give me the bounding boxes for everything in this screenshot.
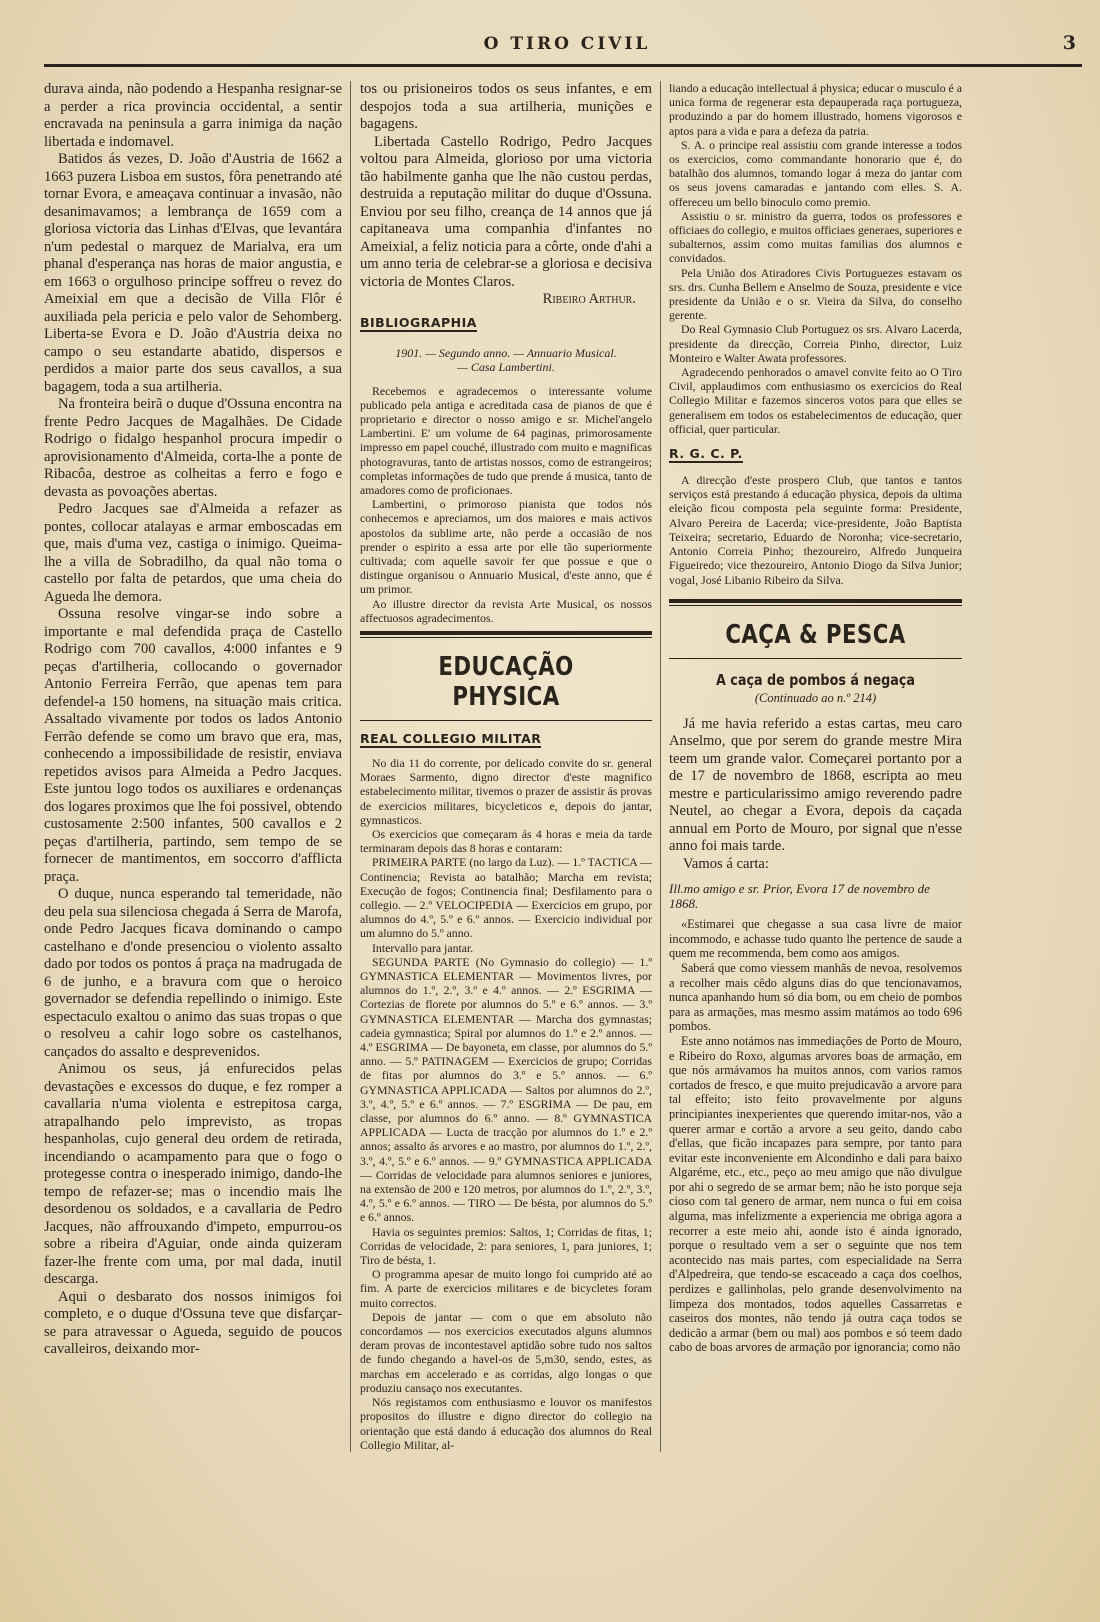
caca-intro xyxy=(669,716,962,874)
paragraph: Pedro Jacques sae d'Almeida a refazer as pontes, collocar atalayas e armar emboscadas em que, mais d'uma vez, castiga o inimigo. Queima-lhe a villa de Sobradilho, da qual não toma o castello por falta de petardos, que uma cheia do Agueda lhe demora. xyxy=(44,501,342,605)
letter-body xyxy=(669,917,962,1355)
paragraph: No dia 11 do corrente, por delicado convite do sr. general Moraes Sarmento, digno director d'este magnifico estabelecimento militar, tivemos o prazer de assistir ás provas de exercicios militares, bicycleticos e, depois do jantar, gymnasticos. xyxy=(360,755,652,827)
paragraph: Nós registamos com enthusiasmo e louvor os manifestos propositos do illustre e digno director do collegio na orientação que está dando á educação dos alumnos do Real Collegio Militar, al- xyxy=(360,1395,652,1452)
continuation-note: (Continuado ao n.º 214) xyxy=(754,690,877,705)
caca-heading-block xyxy=(669,599,962,659)
column-1 xyxy=(44,81,350,1452)
paragraph: liando a educação intellectual á physica; educar o musculo é a unica forma de regenerar esta depauperada raça portugueza, produzindo a par do homem illustrado, homens vigorosos e aptos para a vida e para a defeza da patria. xyxy=(669,81,962,138)
paragraph: Do Real Gymnasio Club Portuguez os srs. Alvaro Lacerda, presidente da direcção, Correia Pinho, director, Luiz Monteiro e Walter Awata professores. xyxy=(669,322,962,365)
paragraph: Já me havia referido a estas cartas, meu caro Anselmo, que por serem do grande mestre Mira teem um grande valor. Começarei portanto por a de 17 de novembro de 1868, escripta ao meu mestre e particularissimo amigo reverendo padre Neutel, ao chegar a Evora, depois da caçada annual em Porto de Mouro, por signal que n'esse anno foi mais tarde. xyxy=(669,715,962,855)
page-header xyxy=(44,30,1090,64)
paragraph: Ossuna resolve vingar-se indo sobre a importante e mal defendida praça de Castello Rodrigo com 700 cavallos, 4:000 infantes e 9 peças d'artilheria, collocando o governador Antonio Ferreira Ferrão, que apenas tem para defendel-a 150 homens, na situação mais critica. Assaltado vivamente por todos os lados Antonio Ferrão defende se como um bravo que era, mas, conhecendo a impossibilidade de resistir, enviava repetidos avisos para Almeida a Pedro Jacques. Este juntou logo todos os auxiliares e ordenanças dos logares proximos que lhe foi possivel, obtendo custosamente 2:500 infantes, 500 cavallos e 2 peças d'artilheria, partindo, sem tempo de se fornecer de mantimentos, em soccorro d'afflicta praça. xyxy=(44,606,342,885)
biblio-reference xyxy=(360,346,652,374)
paragraph: Batidos ás vezes, D. João d'Austria de 1662 a 1663 puzera Lisboa em sustos, fôra penetrando até tornar Evora, e ameaçava continuar a invasão, não desanimavamos; a lembrança de 1659 com a gloriosa victoria das Linhas d'Elvas, que levantára n'um pedestal o marquez de Marialva, era um phanal d'esperança nas horas de maior angustia, e em 1663 o orgulhoso principe soffreu o revez do Ameixial em que a decisão de Villa Flôr é auxiliada pela pericia e pelo valor de Sehomberg. Liberta-se Evora e D. João d'Austria deixa no campo o seu estandarte abatido, dispersos e perdidos a maior parte dos seus cavallos, a sua bagagem, toda a sua artilheria. xyxy=(44,151,342,395)
paragraph: SEGUNDA PARTE (No Gymnasio do collegio) — 1.º GYMNASTICA ELEMENTAR — Movimentos livres, por alumnos do 1.º, 2.º, 3.º e 4.º annos. — 2.º ESGRIMA — Cortezias de florete por alumnos do 5.º e 6.º annos. — 3.º GYMNASTICA ELEMENTAR — Marcha dos gymnastas; cadeia gymnastica; Spiral por alumnos do 1.º e 2.º annos. — 4.º ESGRIMA — De bayoneta, em classe, por alumnos do 5.º anno. — 5.º PATINAGEM — Exercicios de grupo; Corridas de fitas por alumnos do 3.º e 5.º annos. — 6.º GYMNASTICA APPLICADA — Saltos por alumnos do 2.º, 3.º, 4.º, 5.º e 6.º annos. — 7.º ESGRIMA — De pau, em classe, por alumnos do 6.º anno. — 8.º GYMNASTICA APPLICADA — Lucta de tracção por alumnos do 1.º e 2.º annos; assalto ás arvores e ao mastro, por alumnos do 1.º, 2.º, 3.º, 4.º, 5.º e 6.º annos. — 9.º GYMNASTICA APPLICADA — Corridas de velocidade para alumnos seniores e juniores, na extensão de 200 e 120 metros, por alumnos do 1.º, 2.º, 3.º, 4.º, 5.º e 6.º annos. — TIRO — De bésta, por alumnos do 5.º e 6.º annos. xyxy=(360,954,652,1225)
paragraph: Assistiu o sr. ministro da guerra, todos os professores e officiaes do collegio, e muitos officiaes generaes, superiores e subalternos, assim como muitas familias dos alumnos e convidados. xyxy=(669,208,962,266)
heading-rule xyxy=(669,599,962,603)
paragraph: «Estimarei que chegasse a sua casa livre de maior incommodo, e achasse tudo quanto lhe pertence de saude a quem me recommenda, bem como aos amigos. xyxy=(669,917,962,961)
heading-rule xyxy=(669,658,962,659)
biblio-body xyxy=(360,384,652,625)
paragraph: Intervallo para jantar. xyxy=(372,940,474,955)
paragraph: Saberá que como viessem manhãs de nevoa, resolvemos a recolher mais cêdo alguns dias do que tencionavamos, nunca apanhando hum só dia bom, ou em cheio de pombos para as armações, mas mesmo assim matámos ao todo 696 pombos. xyxy=(669,960,962,1034)
paragraph: Os exercicios que começaram ás 4 horas e meia da tarde terminaram depois das 8 horas e contaram: xyxy=(360,826,652,856)
header-rule xyxy=(44,64,1082,67)
paragraph: Este anno notámos nas immediações de Porto de Mouro, e Ribeiro do Roxo, algumas arvores boas de armação, em que nós armávamos ha muitos annos, com varios ramos cortados de fresco, e que muito prejudicavão a arvore para tal effeito; isto feito provavelmente por alguns principiantes inexperientes que querendo imitar-nos, vão a querer armar e cortão a arvore a seu geito, dando cabo d'ellas, que ficão incapazes para sempre, por tanto para evitar este inconveniente em Alcondinho e dali para baixo Algaréme, etc., etc., peço ao meu amigo que não divulgue por ahi o segredo de se armar bem; não he isto porque seja cioso com tal genero de armar, nem nunca o fui em coisa alguma, mas infelizmente a experiencia me obriga agora a recorrer a este meio ahi, aonde isto é ainda ignorado, porque o resultado vem a ser o seguinte que nos tem acontecido nas mais partes, com especialidade na Serra d'Alpedreira, que tendo-se escaceado a caça dos coelhos, perdizes e gallinholas, pelo grande desenvolvimento na limpeza dos montados, todos aquelles Cassarretas e caseiros dos montes, não tendo já outra caça todos se dedicão a armar (bem ou mal) aos pombos e só teem dado cabo de boas arvores de armação por ignorancia; como não xyxy=(669,1033,962,1355)
article-continuation xyxy=(360,81,652,309)
column-3 xyxy=(660,81,966,1452)
paragraph: Agradecendo penhorados o amavel convite feito ao O Tiro Civil, applaudimos com enthusiasmo os exercicios do Real Collegio Militar e fazemos sinceros votos para que elles se generalisem em todos os estabelecimentos de educação, quer official, quer particular. xyxy=(669,365,962,436)
paragraph: Havia os seguintes premios: Saltos, 1; Corridas de fitas, 1; Corridas de velocidade, 2: para seniores, 1, para juniores, 1; Tiro de bésta, 1. xyxy=(360,1224,652,1268)
paragraph: Ao illustre director da revista Arte Musical, os nossos affectuosos agradecimentos. xyxy=(360,596,652,625)
rgcp-body xyxy=(669,473,962,587)
paragraph: O duque, nunca esperando tal temeridade, não deu pela sua silenciosa chegada á Serra de Marofa, onde Pedro Jacques ficava dominando o campo castelhano e d'onde presenciou o violento assalto dado por todos os pontos á praça na madrugada de 6 de junho, e a bravura com que o heroico governador se defendia repellindo o inimigo. Este espectaculo exaltou o animo das suas tropas o que o resolveu a cahir logo sobre os castelhanos, cançados do assalto e desprevenidos. xyxy=(44,886,342,1060)
paragraph: Libertada Castello Rodrigo, Pedro Jacques voltou para Almeida, glorioso por uma victoria tão habilmente ganha que lhe não custou perdas, destruida a reputação militar do duque d'Ossuna. Enviou por seu filho, creança de 14 annos que já capitaneava uma companhia d'infantes no Ameixial, a feliz noticia para a côrte, onde d'ahi a um anno teria de celebrar-se a gloriosa e decisiva victoria de Montes Claros. xyxy=(360,133,652,290)
paragraph: Recebemos e agradecemos o interessante volume publicado pela antiga e acreditada casa de pianos de que é proprietario e director o nosso amigo e sr. Michel'angelo Lambertini. E' um volume de 64 paginas, primorosamente impresso em papel couché, illustrado com muito e magnificas photogravuras, tanto de artistas nossos, como de estrangeiros; completas informações de tudo que prende á musica, tanto de amadores como de proficionaes. xyxy=(360,383,652,497)
newspaper-title: O TIRO CIVIL xyxy=(483,34,651,54)
biblio-reference-line: 1901. — Segundo anno. — Annuario Musical. xyxy=(395,345,617,360)
paragraph: tos ou prisioneiros todos os seus infantes, e em despojos toda a sua artilheria, munições e bagagens. xyxy=(360,81,652,132)
columns xyxy=(44,81,1090,1452)
paragraph: Vamos á carta: xyxy=(683,855,769,872)
paragraph: A direcção d'este prospero Club, que tantos e tantos serviços está prestando á educação physica, depois da ultima eleição ficou composta pela seguinte forma: Presidente, Alvaro Pereira de Lacerda; vice-presidente, João Baptista Teixeira; secretario, Eduardo de Noronha; vice-secretario, Antonio Correia Pinho; thezoureiro, Alfredo Junqueira Figueiredo; vice thezoureiro, Antonio Diogo da Silva Junior; vogal, José Libanio Ribeiro da Silva. xyxy=(669,473,962,587)
edu-heading-block xyxy=(360,631,652,721)
paragraph: S. A. o principe real assistiu com grande interesse a todos os exercicios, como commandante honorario que é, do batalhão dos alumnos, tomando logar á meza do jantar com os seus jovens camaradas e jantando com elles. S. A. offereceu um bello binoculo como premio. xyxy=(669,137,962,209)
edu-continuation xyxy=(669,81,962,436)
section-heading-caca-pesca: CAÇA & PESCA xyxy=(725,619,906,650)
column-2 xyxy=(350,81,660,1452)
subheading-real-collegio-militar: REAL COLLEGIO MILITAR xyxy=(360,730,542,746)
biblio-reference-line: — Casa Lambertini. xyxy=(457,359,555,374)
paragraph: Pela União dos Atiradores Civis Portuguezes estavam os srs. drs. Cunha Bellem e Anselmo de Souza, presidente e vice presidente da União e o sr. Vieira da Silva, do conselho gerente. xyxy=(669,265,962,323)
paragraph: Aqui o desbarato dos nossos inimigos foi completo, e o duque d'Ossuna teve que disfarçar-se para atravessar o Agueda, seguido de poucos cavalleiros, deixando mor- xyxy=(44,1288,342,1357)
paragraph: Depois de jantar — com o que em absoluto não concordamos — nos exercicios executados alguns alumnos deram provas de incontestavel aptidão sobre tudo nos saltos de fundo chegando a havel-os de 5,m30, sendo, estes, as marchas em accelerado e as corridas, algo longas o que produziu cansaço nos executantes. xyxy=(360,1309,652,1395)
article-title: A caça de pombos á negaça xyxy=(715,670,916,689)
paragraph: Na fronteira beirã o duque d'Ossuna encontra na frente Pedro Jacques de Magalhães. De Cidade Rodrigo o fidalgo hespanhol procura impedir o aprovisionamento d'Almeida, corta-lhe a ponte de Ribacôa, destroe as colheitas a ferro e fogo e devasta as povoações abertas. xyxy=(44,396,342,500)
paragraph: durava ainda, não podendo a Hespanha resignar-se a perder a rica provincia occidental, a sentir encravada na peninsula a garra inimiga da nação libertada e indomavel. xyxy=(44,81,342,150)
paragraph: Animou os seus, já enfurecidos pelas devastações e excessos do duque, e fez romper a cavallaria n'uma violenta e estrepitosa carga, atrapalhando pelo imprevisto, as tropas hespanholas, cujo general deu ordem de retirada, incendiando o acampamento para que o fogo o protegesse contra o inesperado inimigo, dando-lhe tempo de refazer-se; mas o incendio mais lhe desordenou os soldados, e a cavallaria de Pedro Jacques, não affrouxando d'impeto, empurrou-os sobre a ribeira d'Aguiar, onde ainda quizeram fazer-lhe frente com uma, por mal dada, inutil descarga. xyxy=(44,1061,342,1287)
heading-rule xyxy=(360,631,652,635)
author-signature: Ribeiro Arthur. xyxy=(542,291,636,307)
paragraph: O programma apesar de muito longo foi cumprido até ao fim. A parte de exercicios militares e de bicycletes foram muito correctos. xyxy=(360,1267,652,1310)
page-number: 3 xyxy=(1062,32,1076,54)
edu-body xyxy=(360,756,652,1452)
paragraph: Lambertini, o primoroso pianista que todos nós conhecemos e apreciamos, um dos maiores e mais activos apostolos da sublime arte, não perde a occasião de nos prender o espirito a essa arte por elle tão superiormente cultivada; com aquelle savoir fer que possue e que o distingue organisou o Annuario Musical, d'este anno, que é um primor. xyxy=(360,497,652,597)
paragraph: PRIMEIRA PARTE (no largo da Luz). — 1.º TACTICA — Continencia; Revista ao batalhão; Marcha em revista; Execução de fogos; Continencia final; Desfilamento para o collegio. — 2.º VELOCIPEDIA — Exercicios em grupo, por alumnos do 4.º, 5.º e 6.º annos. — Exercicio individual por um alumno do 5.º anno. xyxy=(360,855,652,941)
section-heading-bibliographia: BIBLIOGRAPHIA xyxy=(360,314,477,330)
section-heading-rgcp: R. G. C. P. xyxy=(669,446,743,462)
heading-rule xyxy=(360,720,652,721)
letter-heading: Ill.mo amigo e sr. Prior, Evora 17 de novembro de 1868. xyxy=(669,881,930,912)
section-heading-educacao-physica: EDUCAÇÃO PHYSICA xyxy=(438,651,574,712)
